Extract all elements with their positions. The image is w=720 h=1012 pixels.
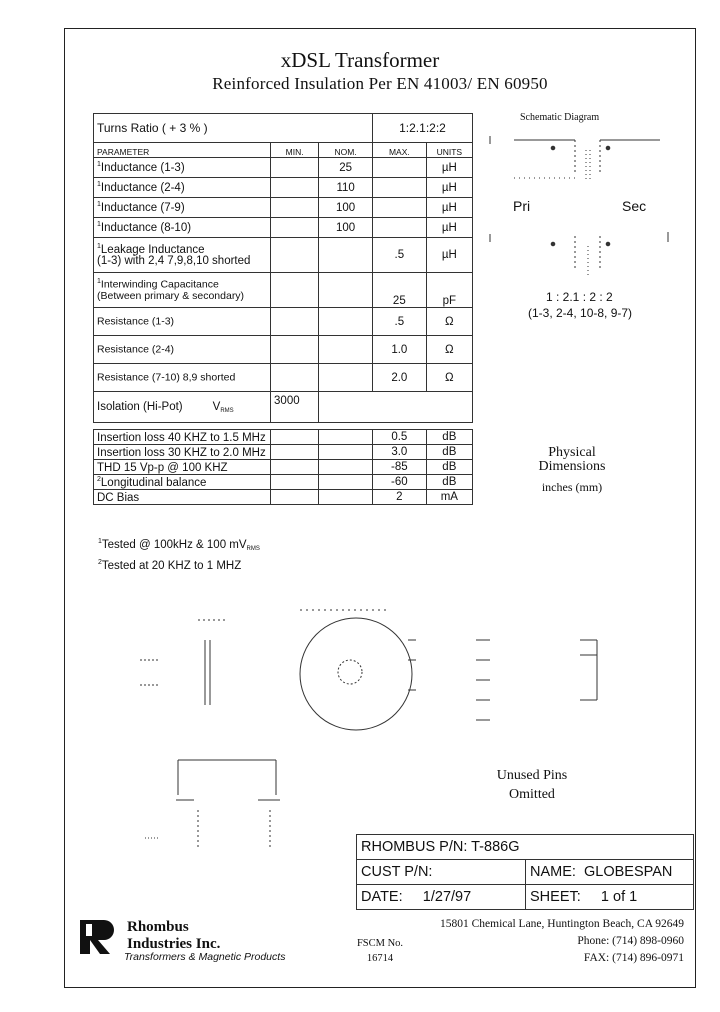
company-name-line2: Industries Inc. (127, 936, 221, 952)
column-header: MIN. (271, 143, 319, 158)
company-name (127, 919, 220, 953)
units-cell: dB (426, 460, 472, 475)
secondary-label: Sec (622, 198, 647, 214)
fax-line: FAX: (714) 896-0971 (583, 952, 684, 964)
max-cell: 0.5 (372, 430, 426, 445)
max-cell: 3.0 (372, 445, 426, 460)
units-cell: µH (426, 238, 472, 273)
fscm-label: FSCM No. (356, 938, 404, 949)
column-header: PARAMETER (94, 143, 271, 158)
fscm-number (354, 936, 406, 966)
param-cell: $^1$Inductance (1-3) (94, 158, 271, 178)
param-cell: $^1$Leakage Inductance (1-3) with 2,4 7,9,8,10 shorted (94, 238, 271, 273)
turns-ratio-value: 1:2.1:2:2 (372, 114, 472, 143)
note-1: $^1$Tested @ 100kHz & 100 $mV_{RMS}$ (98, 538, 260, 552)
title-block-row (357, 860, 694, 885)
param-cell: $^1$Inductance (7-9) (94, 198, 271, 218)
company-tagline: Transformers & Magnetic Products (124, 951, 286, 963)
max-cell: .5 (372, 238, 426, 273)
address-line: 15801 Chemical Lane, Huntington Beach, CA 92649 (439, 918, 684, 930)
company-name-line1: Rhombus (127, 919, 189, 935)
units-cell: dB (426, 430, 472, 445)
param-cell: $^1$Inductance (8-10) (94, 218, 271, 238)
title-block-row (357, 835, 694, 860)
units-cell: dB (426, 475, 472, 490)
phone-line: Phone: (714) 898-0960 (577, 935, 684, 947)
title-block (356, 834, 694, 910)
title-block-row (357, 885, 694, 910)
max-cell: 2 (372, 490, 426, 505)
rhombus-pn-cell: RHOMBUS P/N: T-886G (357, 835, 694, 860)
nom-cell: 25 (319, 158, 373, 178)
nom-cell: 100 (319, 198, 373, 218)
max-cell: 1.0 (372, 336, 426, 364)
company-address (414, 916, 684, 967)
units-cell: Ω (426, 336, 472, 364)
outline-drawing (140, 610, 597, 850)
document-title: xDSL Transformer (280, 48, 440, 72)
schematic-pins: (1-3, 2-4, 10-8, 9-7) (528, 306, 633, 320)
schematic-title: Schematic Diagram (520, 112, 600, 123)
cust-pn-cell: CUST P/N: (357, 860, 526, 885)
param-cell: $^2$Longitudinal balance (94, 475, 271, 490)
units-cell: µH (426, 178, 472, 198)
param-cell: $^1$Interwinding Capacitance (Between primary & secondary) (94, 273, 271, 308)
param-cell: DC Bias (94, 490, 271, 505)
units-cell: pF (426, 273, 472, 308)
name-cell: NAME: GLOBESPAN (526, 860, 694, 885)
schematic-ratio: 1 : 2.1 : 2 : 2 (546, 290, 613, 304)
column-header: MAX. (372, 143, 426, 158)
param-cell: Insertion loss 30 KHZ to 2.0 MHz (94, 445, 271, 460)
document-subtitle: Reinforced Insulation Per EN 41003/ EN 60950 (212, 74, 548, 93)
units-cell: Ω (426, 308, 472, 336)
physical-dimensions-title: Physical Dimensions (538, 445, 606, 474)
units-cell: Ω (426, 364, 472, 392)
turns-ratio-label: Turns Ratio ( + 3 % ) (94, 114, 373, 143)
date-cell: DATE: 1/27/97 (357, 885, 526, 910)
param-cell: $^1$Inductance (2-4) (94, 178, 271, 198)
note-2: $^2$Tested at 20 KHZ to 1 MHZ (98, 558, 242, 572)
units-cell: µH (426, 198, 472, 218)
param-cell: Resistance (7-10) 8,9 shorted (94, 364, 271, 392)
primary-label: Pri (513, 198, 531, 214)
nom-cell: 100 (319, 218, 373, 238)
sheet-cell: SHEET: 1 of 1 (526, 885, 694, 910)
param-cell: Resistance (1-3) (94, 308, 271, 336)
min-cell: 3000 (271, 392, 319, 423)
column-header: UNITS (426, 143, 472, 158)
physical-dimensions-units: inches (mm) (541, 480, 603, 494)
max-cell: 2.0 (372, 364, 426, 392)
fscm-value: 16714 (366, 953, 394, 964)
param-cell: THD 15 Vp-p @ 100 KHZ (94, 460, 271, 475)
units-cell: µH (426, 218, 472, 238)
max-cell: .5 (372, 308, 426, 336)
nom-cell: 110 (319, 178, 373, 198)
units-cell: dB (426, 445, 472, 460)
units-cell: mA (426, 490, 472, 505)
param-cell: Isolation (Hi-Pot) $V_{RMS}$ (94, 392, 271, 423)
column-header: NOM. (319, 143, 373, 158)
param-cell: Resistance (2-4) (94, 336, 271, 364)
unused-pins-note: Unused Pins Omitted (496, 768, 568, 802)
max-cell: -60 (372, 475, 426, 490)
param-cell: Insertion loss 40 KHZ to 1.5 MHz (94, 430, 271, 445)
rhombus-logo-icon (78, 916, 120, 956)
max-cell: 25 (372, 273, 426, 308)
units-cell: µH (426, 158, 472, 178)
schematic-diagram (490, 136, 668, 278)
max-cell: -85 (372, 460, 426, 475)
